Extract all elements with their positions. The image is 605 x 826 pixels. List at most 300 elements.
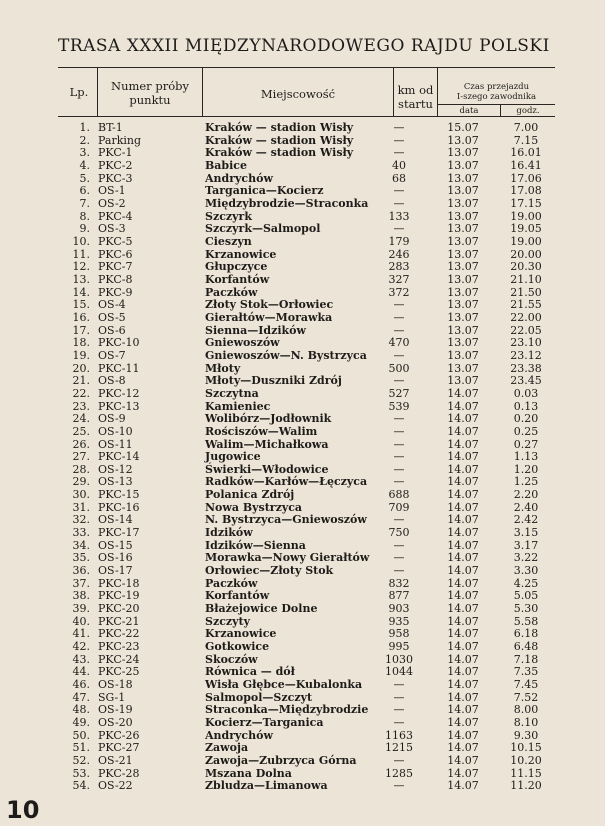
row-place: Targanica—Kocierz bbox=[205, 184, 324, 198]
row-lp: 30. bbox=[72, 488, 90, 502]
header-numer-line1: Numer próby bbox=[111, 79, 189, 93]
row-date: 14.07 bbox=[447, 424, 479, 438]
row-lp: 38. bbox=[72, 589, 90, 603]
row-date: 14.07 bbox=[447, 602, 479, 616]
row-time: 23.38 bbox=[510, 361, 542, 375]
row-time: 1.13 bbox=[513, 450, 539, 464]
table-row bbox=[0, 122, 605, 135]
row-code: PKC-23 bbox=[98, 640, 140, 654]
row-code: OS-19 bbox=[98, 703, 133, 717]
row-code: OS-21 bbox=[98, 754, 133, 767]
row-time: 11.20 bbox=[510, 779, 542, 793]
row-km: — bbox=[393, 437, 405, 451]
row-km: 470 bbox=[388, 336, 410, 350]
row-time: 20.30 bbox=[510, 260, 542, 274]
row-date: 13.07 bbox=[447, 196, 479, 210]
row-lp: 24. bbox=[72, 412, 90, 426]
row-place: Młoty—Duszniki Zdrój bbox=[205, 374, 342, 388]
row-lp: 8. bbox=[79, 209, 90, 223]
row-date: 13.07 bbox=[447, 184, 479, 198]
row-place: Zawoja—Zubrzyca Górna bbox=[205, 754, 357, 767]
row-code: BT-1 bbox=[98, 121, 123, 134]
row-km: 750 bbox=[388, 526, 410, 540]
row-place: Wisła Głębce—Kubalonka bbox=[205, 678, 363, 692]
table-row bbox=[0, 160, 605, 173]
row-code: PKC-21 bbox=[98, 614, 140, 628]
row-km: — bbox=[393, 462, 405, 476]
row-lp: 2. bbox=[79, 133, 90, 147]
row-code: PKC-28 bbox=[98, 766, 140, 780]
row-km: 40 bbox=[392, 158, 406, 172]
row-place: Równica — dół bbox=[205, 665, 295, 679]
row-time: 19.00 bbox=[510, 209, 542, 223]
row-code: PKC-14 bbox=[98, 450, 140, 464]
row-date: 14.07 bbox=[447, 766, 479, 780]
row-code: PKC-25 bbox=[98, 665, 140, 679]
table-row bbox=[0, 755, 605, 768]
row-time: 6.18 bbox=[513, 627, 539, 641]
table-row bbox=[0, 274, 605, 287]
row-date: 13.07 bbox=[447, 374, 479, 388]
row-km: 709 bbox=[388, 500, 410, 514]
row-lp: 33. bbox=[72, 526, 90, 540]
table-row bbox=[0, 223, 605, 236]
row-time: 17.06 bbox=[510, 171, 542, 185]
row-km: 1030 bbox=[385, 652, 413, 666]
row-code: OS-1 bbox=[98, 184, 126, 198]
row-place: Idzików—Sienna bbox=[205, 538, 306, 552]
row-km: — bbox=[393, 703, 405, 717]
row-time: 3.22 bbox=[513, 551, 539, 565]
row-date: 13.07 bbox=[447, 234, 479, 248]
row-place: Kraków — stadion Wisły bbox=[205, 121, 354, 134]
row-time: 22.05 bbox=[510, 323, 542, 337]
row-km: — bbox=[393, 133, 405, 147]
row-place: Młoty bbox=[205, 361, 241, 375]
row-place: Paczków bbox=[205, 285, 258, 299]
row-lp: 54. bbox=[72, 779, 90, 793]
row-date: 14.07 bbox=[447, 754, 479, 767]
row-date: 14.07 bbox=[447, 526, 479, 540]
row-lp: 4. bbox=[79, 158, 90, 172]
table-row bbox=[0, 780, 605, 793]
row-date: 14.07 bbox=[447, 538, 479, 552]
row-code: OS-15 bbox=[98, 538, 133, 552]
row-place: Skoczów bbox=[205, 652, 258, 666]
row-code: OS-4 bbox=[98, 298, 126, 312]
row-lp: 26. bbox=[72, 437, 90, 451]
row-time: 16.41 bbox=[510, 158, 542, 172]
row-time: 3.17 bbox=[513, 538, 539, 552]
row-km: 283 bbox=[388, 260, 410, 274]
row-code: OS-2 bbox=[98, 196, 126, 210]
row-km: 179 bbox=[388, 234, 410, 248]
row-km: 1044 bbox=[385, 665, 413, 679]
row-date: 14.07 bbox=[447, 728, 479, 742]
row-place: Andrychów bbox=[205, 171, 273, 185]
table-row bbox=[0, 565, 605, 578]
table-row bbox=[0, 312, 605, 325]
table-row bbox=[0, 717, 605, 730]
row-place: Szczytna bbox=[205, 386, 259, 400]
row-date: 13.07 bbox=[447, 298, 479, 312]
row-place: N. Bystrzyca—Gniewoszów bbox=[205, 513, 367, 527]
row-km: — bbox=[393, 564, 405, 578]
row-code: PKC-6 bbox=[98, 247, 133, 261]
table-row bbox=[0, 261, 605, 274]
row-code: OS-20 bbox=[98, 716, 133, 730]
row-time: 19.00 bbox=[510, 234, 542, 248]
row-code: PKC-12 bbox=[98, 386, 140, 400]
row-lp: 37. bbox=[72, 576, 90, 590]
row-place: Morawka—Nowy Gierałtów bbox=[205, 551, 370, 565]
row-lp: 44. bbox=[72, 665, 90, 679]
row-code: OS-14 bbox=[98, 513, 133, 527]
header-miejscowosc: Miejscowość bbox=[260, 87, 336, 101]
row-lp: 51. bbox=[72, 741, 90, 755]
row-lp: 50. bbox=[72, 728, 90, 742]
row-km: 500 bbox=[388, 361, 410, 375]
row-date: 14.07 bbox=[447, 475, 479, 489]
row-km: — bbox=[393, 310, 405, 324]
row-place: Międzybrodzie—Straconka bbox=[205, 196, 369, 210]
row-code: PKC-11 bbox=[98, 361, 140, 375]
row-time: 22.00 bbox=[510, 310, 542, 324]
row-km: 1163 bbox=[385, 728, 413, 742]
row-time: 5.30 bbox=[513, 602, 539, 616]
row-date: 14.07 bbox=[447, 690, 479, 704]
row-lp: 29. bbox=[72, 475, 90, 489]
row-lp: 12. bbox=[72, 260, 90, 274]
row-code: PKC-19 bbox=[98, 589, 140, 603]
row-lp: 20. bbox=[72, 361, 90, 375]
row-time: 9.30 bbox=[513, 728, 539, 742]
row-date: 14.07 bbox=[447, 564, 479, 578]
row-lp: 1. bbox=[79, 121, 90, 134]
row-km: 133 bbox=[388, 209, 410, 223]
header-godz: godz. bbox=[516, 106, 540, 116]
row-lp: 13. bbox=[72, 272, 90, 286]
row-date: 13.07 bbox=[447, 310, 479, 324]
row-place: Salmopol—Szczyt bbox=[205, 690, 313, 704]
row-date: 14.07 bbox=[447, 779, 479, 793]
row-date: 13.07 bbox=[447, 260, 479, 274]
row-time: 7.15 bbox=[513, 133, 539, 147]
row-place: Andrychów bbox=[205, 728, 273, 742]
row-time: 0.13 bbox=[513, 399, 539, 413]
row-code: OS-22 bbox=[98, 779, 133, 793]
row-date: 13.07 bbox=[447, 348, 479, 362]
row-code: PKC-26 bbox=[98, 728, 140, 742]
row-date: 14.07 bbox=[447, 412, 479, 426]
row-place: Orłowiec—Złoty Stok bbox=[205, 564, 334, 578]
row-place: Cieszyn bbox=[205, 234, 252, 248]
row-date: 14.07 bbox=[447, 678, 479, 692]
row-lp: 11. bbox=[72, 247, 90, 261]
row-code: PKC-18 bbox=[98, 576, 140, 590]
row-code: OS-11 bbox=[98, 437, 133, 451]
row-code: Parking bbox=[98, 133, 142, 147]
row-km: — bbox=[393, 754, 405, 767]
header-czas-line1: Czas przejazdu bbox=[463, 82, 530, 92]
row-lp: 3. bbox=[79, 146, 90, 160]
row-km: — bbox=[393, 298, 405, 312]
table-row bbox=[0, 185, 605, 198]
row-lp: 32. bbox=[72, 513, 90, 527]
row-place: Błażejowice Dolne bbox=[205, 602, 318, 616]
row-time: 17.08 bbox=[510, 184, 542, 198]
row-code: OS-5 bbox=[98, 310, 126, 324]
row-date: 14.07 bbox=[447, 627, 479, 641]
row-time: 0.27 bbox=[513, 437, 539, 451]
row-code: OS-17 bbox=[98, 564, 133, 578]
row-km: 903 bbox=[388, 602, 410, 616]
table-row bbox=[0, 299, 605, 312]
row-place: Głupczyce bbox=[205, 260, 268, 274]
table-row bbox=[0, 413, 605, 426]
table-row bbox=[0, 527, 605, 540]
row-place: Złoty Stok—Orłowiec bbox=[205, 298, 334, 312]
row-lp: 25. bbox=[72, 424, 90, 438]
row-code: PKC-15 bbox=[98, 488, 140, 502]
row-date: 14.07 bbox=[447, 500, 479, 514]
row-time: 7.18 bbox=[513, 652, 539, 666]
table-row bbox=[0, 679, 605, 692]
row-time: 1.20 bbox=[513, 462, 539, 476]
row-code: OS-12 bbox=[98, 462, 133, 476]
row-km: — bbox=[393, 323, 405, 337]
row-time: 7.00 bbox=[513, 121, 539, 134]
table-row bbox=[0, 388, 605, 401]
header-km-line2: startu bbox=[398, 97, 433, 111]
table-row bbox=[0, 489, 605, 502]
row-date: 13.07 bbox=[447, 247, 479, 261]
row-date: 14.07 bbox=[447, 551, 479, 565]
row-date: 14.07 bbox=[447, 665, 479, 679]
row-place: Szczyrk—Salmopol bbox=[205, 222, 321, 236]
row-lp: 27. bbox=[72, 450, 90, 464]
row-place: Kraków — stadion Wisły bbox=[205, 146, 354, 160]
row-time: 5.58 bbox=[513, 614, 539, 628]
row-code: OS-8 bbox=[98, 374, 126, 388]
row-date: 14.07 bbox=[447, 399, 479, 413]
row-time: 4.25 bbox=[513, 576, 539, 590]
row-lp: 48. bbox=[72, 703, 90, 717]
row-place: Paczków bbox=[205, 576, 258, 590]
row-lp: 18. bbox=[72, 336, 90, 350]
row-km: — bbox=[393, 551, 405, 565]
row-lp: 46. bbox=[72, 678, 90, 692]
row-lp: 28. bbox=[72, 462, 90, 476]
row-code: OS-13 bbox=[98, 475, 133, 489]
row-place: Wolibórz—Jodłownik bbox=[205, 412, 332, 426]
row-place: Korfantów bbox=[205, 272, 270, 286]
row-code: PKC-20 bbox=[98, 602, 140, 616]
row-place: Gierałtów—Morawka bbox=[205, 310, 333, 324]
row-lp: 19. bbox=[72, 348, 90, 362]
row-km: 372 bbox=[388, 285, 410, 299]
row-km: 327 bbox=[388, 272, 410, 286]
row-time: 8.10 bbox=[513, 716, 539, 730]
row-code: PKC-10 bbox=[98, 336, 140, 350]
row-code: PKC-5 bbox=[98, 234, 133, 248]
header-km-line1: km od bbox=[397, 83, 434, 97]
row-place: Idzików bbox=[205, 526, 253, 540]
row-km: — bbox=[393, 146, 405, 160]
row-place: Zawoja bbox=[205, 741, 249, 755]
row-lp: 21. bbox=[72, 374, 90, 388]
row-code: OS-10 bbox=[98, 424, 133, 438]
row-place: Walim—Michałkowa bbox=[205, 437, 329, 451]
row-km: — bbox=[393, 374, 405, 388]
row-place: Kraków — stadion Wisły bbox=[205, 133, 354, 147]
row-km: — bbox=[393, 412, 405, 426]
row-date: 14.07 bbox=[447, 652, 479, 666]
row-place: Krzanowice bbox=[205, 627, 277, 641]
row-time: 17.15 bbox=[510, 196, 542, 210]
row-time: 8.00 bbox=[513, 703, 539, 717]
row-time: 19.05 bbox=[510, 222, 542, 236]
row-km: 832 bbox=[388, 576, 410, 590]
row-lp: 34. bbox=[72, 538, 90, 552]
row-time: 3.30 bbox=[513, 564, 539, 578]
row-place: Zbludza—Limanowa bbox=[205, 779, 328, 793]
row-date: 13.07 bbox=[447, 361, 479, 375]
table-row bbox=[0, 375, 605, 388]
table-row bbox=[0, 337, 605, 350]
row-place: Sienna—Idzików bbox=[205, 323, 306, 337]
table-row bbox=[0, 198, 605, 211]
row-date: 13.07 bbox=[447, 336, 479, 350]
row-date: 13.07 bbox=[447, 285, 479, 299]
row-time: 23.10 bbox=[510, 336, 542, 350]
row-code: PKC-13 bbox=[98, 399, 140, 413]
row-time: 10.20 bbox=[510, 754, 542, 767]
row-code: PKC-3 bbox=[98, 171, 133, 185]
row-place: Nowa Bystrzyca bbox=[205, 500, 303, 514]
row-km: 995 bbox=[388, 640, 410, 654]
row-date: 13.07 bbox=[447, 323, 479, 337]
row-lp: 43. bbox=[72, 652, 90, 666]
row-lp: 10. bbox=[72, 234, 90, 248]
row-km: — bbox=[393, 348, 405, 362]
row-place: Kocierz—Targanica bbox=[205, 716, 324, 730]
table-row bbox=[0, 426, 605, 439]
row-code: PKC-16 bbox=[98, 500, 140, 514]
row-lp: 5. bbox=[79, 171, 90, 185]
header-lp: Lp. bbox=[69, 85, 89, 99]
row-code: PKC-9 bbox=[98, 285, 133, 299]
row-km: 688 bbox=[388, 488, 410, 502]
row-date: 14.07 bbox=[447, 450, 479, 464]
row-code: OS-3 bbox=[98, 222, 126, 236]
row-lp: 23. bbox=[72, 399, 90, 413]
row-date: 15.07 bbox=[447, 121, 479, 134]
row-km: 527 bbox=[388, 386, 410, 400]
row-code: PKC-22 bbox=[98, 627, 140, 641]
row-km: 539 bbox=[388, 399, 410, 413]
row-km: 877 bbox=[388, 589, 410, 603]
row-date: 14.07 bbox=[447, 741, 479, 755]
row-date: 13.07 bbox=[447, 272, 479, 286]
row-place: Radków—Karłów—Łęczyca bbox=[205, 475, 368, 489]
row-place: Krzanowice bbox=[205, 247, 277, 261]
row-lp: 16. bbox=[72, 310, 90, 324]
row-time: 21.55 bbox=[510, 298, 542, 312]
row-code: PKC-1 bbox=[98, 146, 133, 160]
row-time: 3.15 bbox=[513, 526, 539, 540]
row-date: 14.07 bbox=[447, 716, 479, 730]
row-code: SG-1 bbox=[98, 690, 126, 704]
header-data: data bbox=[459, 106, 479, 116]
row-lp: 7. bbox=[79, 196, 90, 210]
row-date: 14.07 bbox=[447, 640, 479, 654]
row-lp: 14. bbox=[72, 285, 90, 299]
row-date: 13.07 bbox=[447, 158, 479, 172]
header-numer-line2: punktu bbox=[129, 93, 171, 107]
row-lp: 40. bbox=[72, 614, 90, 628]
row-place: Jugowice bbox=[205, 450, 261, 464]
row-time: 21.10 bbox=[510, 272, 542, 286]
page-number: 10 bbox=[6, 796, 40, 824]
row-date: 14.07 bbox=[447, 462, 479, 476]
table-row bbox=[0, 451, 605, 464]
row-place: Gniewoszów bbox=[205, 336, 280, 350]
row-lp: 31. bbox=[72, 500, 90, 514]
row-date: 13.07 bbox=[447, 146, 479, 160]
row-code: OS-7 bbox=[98, 348, 126, 362]
row-time: 11.15 bbox=[510, 766, 542, 780]
row-place: Gotkowice bbox=[205, 640, 270, 654]
row-lp: 39. bbox=[72, 602, 90, 616]
row-lp: 42. bbox=[72, 640, 90, 654]
row-time: 2.42 bbox=[513, 513, 539, 527]
row-lp: 41. bbox=[72, 627, 90, 641]
row-date: 14.07 bbox=[447, 386, 479, 400]
row-lp: 6. bbox=[79, 184, 90, 198]
row-lp: 49. bbox=[72, 716, 90, 730]
row-lp: 53. bbox=[72, 766, 90, 780]
row-code: PKC-17 bbox=[98, 526, 140, 540]
row-km: — bbox=[393, 196, 405, 210]
row-date: 13.07 bbox=[447, 222, 479, 236]
row-km: 1215 bbox=[385, 741, 413, 755]
row-date: 13.07 bbox=[447, 133, 479, 147]
row-km: — bbox=[393, 538, 405, 552]
page-title: TRASA XXXII MIĘDZYNARODOWEGO RAJDU POLSKI bbox=[58, 36, 550, 56]
row-lp: 9. bbox=[79, 222, 90, 236]
row-code: PKC-24 bbox=[98, 652, 140, 666]
row-place: Korfantów bbox=[205, 589, 270, 603]
row-km: — bbox=[393, 513, 405, 527]
row-time: 0.20 bbox=[513, 412, 539, 426]
row-time: 0.03 bbox=[513, 386, 539, 400]
row-place: Rościszów—Walim bbox=[205, 424, 318, 438]
row-km: — bbox=[393, 690, 405, 704]
row-lp: 17. bbox=[72, 323, 90, 337]
row-date: 14.07 bbox=[447, 576, 479, 590]
row-km: — bbox=[393, 450, 405, 464]
row-code: PKC-2 bbox=[98, 158, 133, 172]
row-km: — bbox=[393, 222, 405, 236]
row-km: 1285 bbox=[385, 766, 413, 780]
row-km: — bbox=[393, 475, 405, 489]
table-row bbox=[0, 641, 605, 654]
row-place: Szczyrk bbox=[205, 209, 252, 223]
row-lp: 52. bbox=[72, 754, 90, 767]
row-time: 21.50 bbox=[510, 285, 542, 299]
row-place: Straconka—Międzybrodzie bbox=[205, 703, 369, 717]
